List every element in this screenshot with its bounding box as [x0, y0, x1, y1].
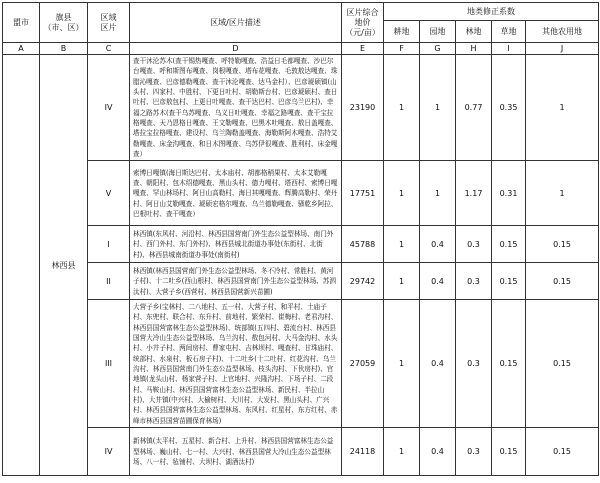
table-row — [3, 161, 599, 226]
description-cell: 索博日嘎镇(海日斯达巴村、太本庙村、胡都格稍果村、太本艾勒嘎查、朝阳村、包木绍德嘎查、黑山头村、德力嘎村、塔西村、索博日嘎嘎查、罕山林场村、阿日山高勒村、海日其嘎嘎查、辉腾高勒村、荣丹村、阿日山艾勒嘎查、琥硕宏格尔嘎查、乌兰德勒嘎查、骚乾乡阿拉、巴根吐村、查干嘎查） — [130, 161, 342, 226]
header-forest: 林地 — [456, 21, 492, 43]
letter-cell: A — [3, 43, 40, 55]
description-cell: 查干沐沦苏木(查干锡热嘎查、呼特勒嘎查、浩益日毛都嘎查、沙巴尔台嘎查、呼和斯图布嘎查、岗根嘎查、塔布花嘎查、毛敦敖达嘎查、珠腊沁嘎查、巴彦德勒嘎查、查干沐沦嘎查、达马金村）、巴彦琥硕镇(山头村、四家村、中胜村、下更日吐村、胡勒斯台村、巴彦琥硕村、查日吐村、巴彦敖包村、上更日吐嘎查、查干达巴村、巴彦乌兰巴村)、幸福之路苏木(查干乌苏嘎查、乌义日吐嘎查、幸福之路嘎查、查干宝拉格嘎查、天乃恩格日嘎查、王文勒嘎查、巴黑木吐嘎查、敖日盖嘎查、塔拉宝拉格嘎查、建设村、乌兰陶勒盖嘎查、海勒斯阿木嘎查、浩特艾勒嘎查、床金沟嘎查、和日木图嘎查、乌苏伊很嘎查、胜利村、床金嘎查） — [130, 55, 342, 161]
table-row — [3, 428, 599, 476]
garden-cell: 1 — [420, 161, 456, 226]
table-row — [3, 300, 599, 428]
price-cell: 27059 — [342, 300, 384, 428]
other-ag-cell: 1 — [526, 55, 599, 161]
header-county: 旗县 （市、区） — [40, 3, 88, 43]
column-letter-row — [3, 43, 599, 55]
letter-cell: E — [342, 43, 384, 55]
zone-cell: V — [88, 161, 130, 226]
description-cell: 大营子乡(宝林村、二八地村、五一村、大营子村、和平村、土庙子村、东兜村、联合村、东升村、前地村、繁荣村、崔梅村、老君沟村、林西县国营富林生态公益型林场)、统部镇(五四村、碧流台村、林西县国营大冷山生态公益型林场、乌兰沟村、敖包河村、大马金沟村、水头村、小井子村、两间房村、曹家屯村、吉林坝村、嘎查村、甘珠庙村、统部村、水泉村、板石房子村)、十二吐乡(十二吐村、红花沟村、乌兰沟村、林西县国营南门外生态公益型林场、枝头沟村、下伙房村)、官地镇(龙头山村、杨家营子村、上官地村、兴隆沟村、下场子村、二段村、马鞍山村、林西县国营富林生态公益型林场、新民村、半拉山村)、大井镇(中兴村、大榆树村、大川村、大发村、黑山头村、广兴村、林西县国营富林生态公益型林场、东风村、红星村、东方红村、赤峰市林西县国营苗圃保育林场) — [130, 300, 342, 428]
grass-cell: 0.15 — [492, 300, 526, 428]
cropland-cell: 1 — [384, 226, 420, 263]
zone-cell: I — [88, 226, 130, 263]
cropland-cell: 1 — [384, 428, 420, 476]
forest-cell: 0.3 — [456, 263, 492, 300]
price-cell: 17751 — [342, 161, 384, 226]
zone-cell: IV — [88, 55, 130, 161]
league-cell — [3, 55, 40, 476]
header-price: 区片综合 地价 （元/亩） — [342, 3, 384, 43]
header-league: 盟市 — [3, 3, 40, 43]
description-cell: 林西镇(林西县国营南门外生态公益型林场、冬不冷村、常胜村、黄河子村)、十二吐乡(西山根村、林西县国营南门外生态公益型林场、苏泗汰村)、大营子乡(西营村、林西县国营新兴苗圃) — [130, 263, 342, 300]
other-ag-cell: 1 — [526, 161, 599, 226]
garden-cell: 0.4 — [420, 300, 456, 428]
cropland-cell: 1 — [384, 300, 420, 428]
table-row — [3, 226, 599, 263]
letter-cell: F — [384, 43, 420, 55]
price-cell: 24118 — [342, 428, 384, 476]
grass-cell: 0.15 — [492, 226, 526, 263]
forest-cell: 0.3 — [456, 428, 492, 476]
garden-cell: 1 — [420, 55, 456, 161]
forest-cell: 1.17 — [456, 161, 492, 226]
county-cell: 林西县 — [40, 55, 88, 476]
cropland-cell: 1 — [384, 263, 420, 300]
grass-cell: 0.15 — [492, 428, 526, 476]
zone-cell: IV — [88, 428, 130, 476]
grass-cell: 0.31 — [492, 161, 526, 226]
grass-cell: 0.35 — [492, 55, 526, 161]
forest-cell: 0.77 — [456, 55, 492, 161]
price-cell: 45788 — [342, 226, 384, 263]
letter-cell: G — [420, 43, 456, 55]
zone-cell: II — [88, 263, 130, 300]
table-row — [3, 55, 599, 161]
table-row — [3, 263, 599, 300]
other-ag-cell: 0.15 — [526, 428, 599, 476]
description-cell: 新林镇(太平村、五星村、新合村、上升村、林西县国营富林生态公益型林场、巍山村、七一村、大兴村、林西县国营大冷山生态公益型林场、八一村、毡铺村、大坝村、湖酒汰村) — [130, 428, 342, 476]
header-other-ag: 其他农用地 — [526, 21, 599, 43]
header-zone: 区域 区片 — [88, 3, 130, 43]
grass-cell: 0.15 — [492, 263, 526, 300]
other-ag-cell: 0.15 — [526, 226, 599, 263]
header-cropland: 耕地 — [384, 21, 420, 43]
cropland-cell: 1 — [384, 55, 420, 161]
land-price-table — [2, 2, 599, 476]
other-ag-cell: 0.15 — [526, 263, 599, 300]
cropland-cell: 1 — [384, 161, 420, 226]
header-garden: 园地 — [420, 21, 456, 43]
letter-cell: B — [40, 43, 88, 55]
header-description: 区域/区片描述 — [130, 3, 342, 43]
letter-cell: D — [130, 43, 342, 55]
letter-cell: C — [88, 43, 130, 55]
letter-cell: I — [492, 43, 526, 55]
header-row-1 — [3, 3, 599, 21]
garden-cell: 0.4 — [420, 263, 456, 300]
header-grass: 草地 — [492, 21, 526, 43]
garden-cell: 0.4 — [420, 428, 456, 476]
header-coefficient-group: 地类修正系数 — [384, 3, 599, 21]
price-cell: 29742 — [342, 263, 384, 300]
description-cell: 林西镇(东风村、河沿村、林西县国营南门外生态公益型林场、南门外村、西门外村、东门外村)、林西县城北街道办事处(东街村、北街村)、林西县城南街道办事处(南街村) — [130, 226, 342, 263]
letter-cell: J — [526, 43, 599, 55]
price-cell: 23190 — [342, 55, 384, 161]
garden-cell: 0.4 — [420, 226, 456, 263]
other-ag-cell: 0.15 — [526, 300, 599, 428]
forest-cell: 0.3 — [456, 300, 492, 428]
forest-cell: 0.3 — [456, 226, 492, 263]
zone-cell: III — [88, 300, 130, 428]
letter-cell: H — [456, 43, 492, 55]
